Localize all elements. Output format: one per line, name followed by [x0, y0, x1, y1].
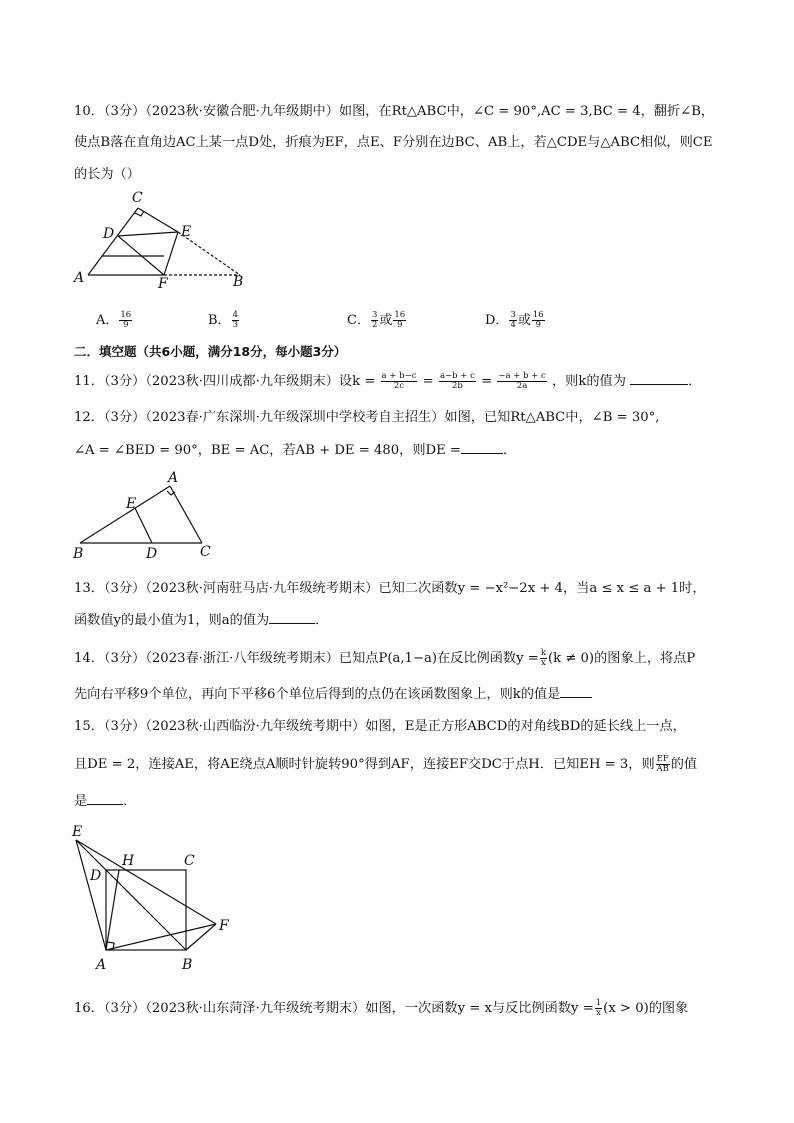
q15-end: ．	[123, 794, 137, 809]
q14-line1-a: 14．（3分）（2023春·浙江·八年级统考期末）已知点P(a,1−a)在反比例函数y =	[74, 651, 539, 666]
option-fraction: $\frac{16}{9}$	[120, 310, 132, 330]
q10-line2: 使点B落在直角边AC上某一点D处，折痕为EF，点E、F分别在边BC、AB上，若△CDE与△ABC相似，则CE	[74, 135, 713, 150]
option-label: C．	[347, 313, 370, 328]
q12-label-C: C	[200, 544, 211, 560]
q10-label-D: D	[103, 226, 115, 242]
q15-label-F: F	[219, 918, 229, 934]
q14-answer-blank[interactable]	[560, 685, 592, 698]
q11-eq2: =	[481, 374, 493, 389]
q10-line1: 10．（3分）（2023秋·安徽合肥·九年级期中）如图，在Rt△ABC中，∠C = 90°,AC = 3,BC = 4，翻折∠B，	[74, 104, 715, 119]
q10-label-E: E	[181, 224, 192, 240]
q11-answer-blank[interactable]	[630, 372, 688, 385]
q10-option-c[interactable]	[347, 309, 407, 330]
q11-prefix: 11．（3分）（2023秋·四川成都·九年级期末）设k =	[74, 374, 376, 389]
q12-line1: 12．（3分）（2023春·广东深圳·九年级深圳中学校考自主招生）如图，已知Rt△ABC中，∠B = 30°,	[74, 410, 660, 425]
q11-suffix: ，则k的值为	[551, 374, 626, 389]
q15-line2-b: 的值	[670, 757, 698, 772]
q15-line2-a: 且DE = 2，连接AE，将AE绕点A顺时针旋转90°得到AF，连接EF交DC于点H．已知EH = 3，则	[74, 757, 655, 772]
q12-line2	[74, 441, 516, 460]
q10-figure	[70, 188, 260, 292]
q12-label-A: A	[168, 470, 179, 486]
q15-line-AF	[106, 924, 216, 950]
q13-line1: 13．（3分）（2023秋·河南驻马店·九年级统考期末）已知二次函数y = −x²−2x + 4，当a ≤ x ≤ a + 1时，	[74, 581, 706, 596]
q10-option-b[interactable]	[208, 309, 240, 330]
q15-label-B: B	[182, 957, 193, 973]
q10-line3: 的长为（）	[74, 167, 140, 182]
q10-label-C: C	[132, 190, 143, 206]
option-or: 或	[517, 313, 531, 328]
q13-answer-blank[interactable]	[269, 611, 315, 624]
q16-line1-b: (x > 0)的图象	[603, 1001, 689, 1016]
option-fraction-2: $\frac{16}{9}$	[532, 310, 544, 330]
q13-line2	[74, 611, 328, 630]
q14-line1-b: (k ≠ 0)的图象上，将点P	[547, 651, 696, 666]
q12-line-BA	[80, 486, 170, 543]
q15-line1: 15．（3分）（2023秋·山西临汾·九年级统考期中）如图，E是正方形ABCD的对角线BD的延长线上一点，	[74, 719, 686, 734]
q15-label-E: E	[72, 824, 83, 840]
q15-label-C: C	[184, 853, 195, 869]
section-heading: 二．填空题（共6小题，满分18分，每小题3分）	[74, 344, 347, 359]
q11-frac1: $\frac{a + b-c}{2c}$	[381, 371, 417, 391]
q10-option-d[interactable]	[485, 309, 546, 330]
q15-line3	[74, 792, 136, 811]
q16-line1	[74, 999, 688, 1018]
q15-answer-blank[interactable]	[87, 792, 123, 805]
q15-label-D: D	[90, 868, 102, 884]
q14-frac: $\frac{k}{x}$	[540, 648, 546, 668]
q11-frac2: $\frac{a-b + c}{2b}$	[439, 371, 475, 391]
q12-line-AC	[170, 486, 202, 543]
option-label: B．	[208, 313, 231, 328]
q12-label-D: D	[146, 546, 158, 562]
q15-label-A: A	[96, 957, 107, 973]
q11-line	[74, 372, 701, 391]
q12-line2-text: ∠A = ∠BED = 90°，BE = AC，若AB + DE = 480，则DE =	[74, 443, 461, 458]
q15-line2	[74, 755, 697, 774]
q12-figure	[70, 470, 220, 562]
q15-label-H: H	[122, 853, 135, 869]
q15-line-EA	[76, 840, 106, 950]
q15-line3-text: 是	[74, 794, 88, 809]
q11-frac3: $\frac{-a + b + c}{2a}$	[498, 371, 546, 391]
q15-line-AH	[106, 870, 119, 950]
option-fraction: $\frac{3}{2}$	[371, 310, 378, 330]
q12-end: ．	[502, 443, 517, 458]
q10-line-DE	[118, 232, 178, 236]
q16-line1-a: 16．（3分）（2023秋·山东菏泽·九年级统考期末）如图，一次函数y = x与反比例函数y =	[74, 1001, 594, 1016]
option-label: A．	[96, 313, 119, 328]
option-or: 或	[379, 313, 393, 328]
q12-line-ED	[135, 508, 152, 543]
option-fraction-2: $\frac{16}{9}$	[394, 310, 406, 330]
q12-label-E: E	[126, 496, 137, 512]
q11-eq1: =	[422, 374, 434, 389]
q15-frac: $\frac{EF}{AB}$	[656, 754, 669, 774]
q16-frac: $\frac{1}{x}$	[595, 998, 602, 1018]
option-label: D．	[485, 313, 509, 328]
q10-line-EF	[164, 232, 178, 275]
q10-label-F: F	[158, 276, 168, 292]
q14-line1	[74, 649, 695, 668]
q12-answer-blank[interactable]	[461, 441, 503, 454]
q14-line2-text: 先向右平移9个单位，再向下平移6个单位后得到的点仍在该函数图象上，则k的值是	[74, 687, 561, 702]
q15-figure	[66, 820, 246, 975]
option-fraction: $\frac{3}{4}$	[510, 310, 516, 330]
q11-end: ．	[688, 374, 702, 389]
q10-label-A: A	[74, 270, 85, 286]
q10-option-a[interactable]	[96, 309, 133, 330]
option-fraction: $\frac{4}{3}$	[232, 310, 238, 330]
q14-line2	[74, 685, 592, 704]
q10-label-B: B	[233, 274, 244, 290]
q10-right-angle	[135, 211, 144, 216]
q13-line2-text: 函数值y的最小值为1，则a的值为	[74, 613, 270, 628]
q13-end: ．	[315, 613, 329, 628]
q12-label-B: B	[73, 546, 84, 562]
